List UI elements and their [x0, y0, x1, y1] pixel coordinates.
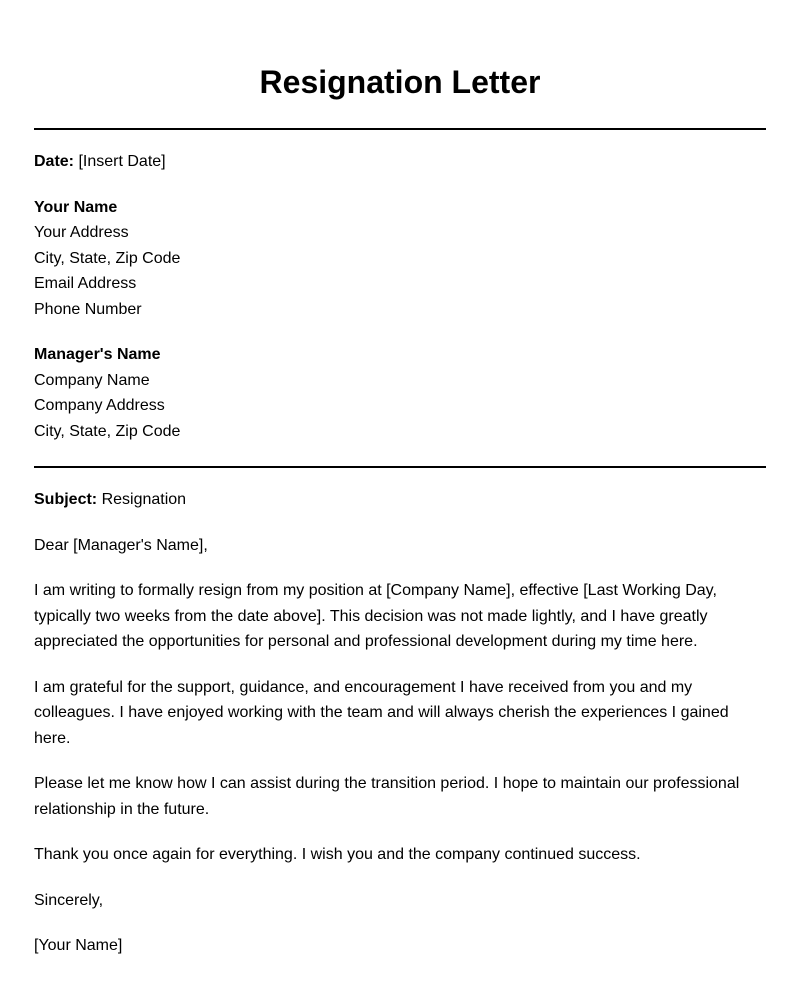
body-paragraph: Thank you once again for everything. I wish you and the company continued success. — [34, 846, 641, 863]
sender-block — [34, 195, 766, 323]
body-paragraph: Please let me know how I can assist during the transition period. I hope to maintain our professional relationship in the future. — [34, 775, 740, 818]
page-title: Resignation Letter — [259, 64, 541, 100]
sender-city-state-zip: City, State, Zip Code — [34, 249, 181, 267]
sender-phone: Phone Number — [34, 300, 142, 318]
body-paragraph: I am writing to formally resign from my position at [Company Name], effective [Last Working Day, typically two weeks from the date above]. This decision was not made lightly, and I have greatly appreciated the opportunities for personal and professional development during my time here. — [34, 582, 717, 650]
recipient-block — [34, 342, 766, 444]
top-divider — [34, 128, 766, 130]
sender-name: Your Name — [34, 198, 118, 216]
date-label: Date: — [34, 153, 75, 170]
recipient-city-state-zip: City, State, Zip Code — [34, 422, 181, 440]
middle-divider — [34, 466, 766, 468]
subject-line — [34, 487, 766, 513]
body-paragraph: I am grateful for the support, guidance, and encouragement I have received from you and my colleagues. I have enjoyed working with the team and will always cherish the experiences I gained here. — [34, 678, 729, 747]
date-value: [Insert Date] — [74, 153, 166, 170]
recipient-company: Company Name — [34, 371, 150, 389]
recipient-name: Manager's Name — [34, 346, 161, 363]
signature: [Your Name] — [34, 937, 123, 954]
closing: Sincerely, — [34, 891, 104, 909]
sender-address: Your Address — [34, 224, 129, 241]
date-line — [34, 149, 766, 175]
subject-label: Subject: — [34, 491, 98, 508]
salutation: Dear [Manager's Name], — [34, 536, 208, 554]
recipient-company-address: Company Address — [34, 397, 165, 414]
subject-value: Resignation — [97, 491, 187, 508]
sender-email: Email Address — [34, 275, 137, 292]
